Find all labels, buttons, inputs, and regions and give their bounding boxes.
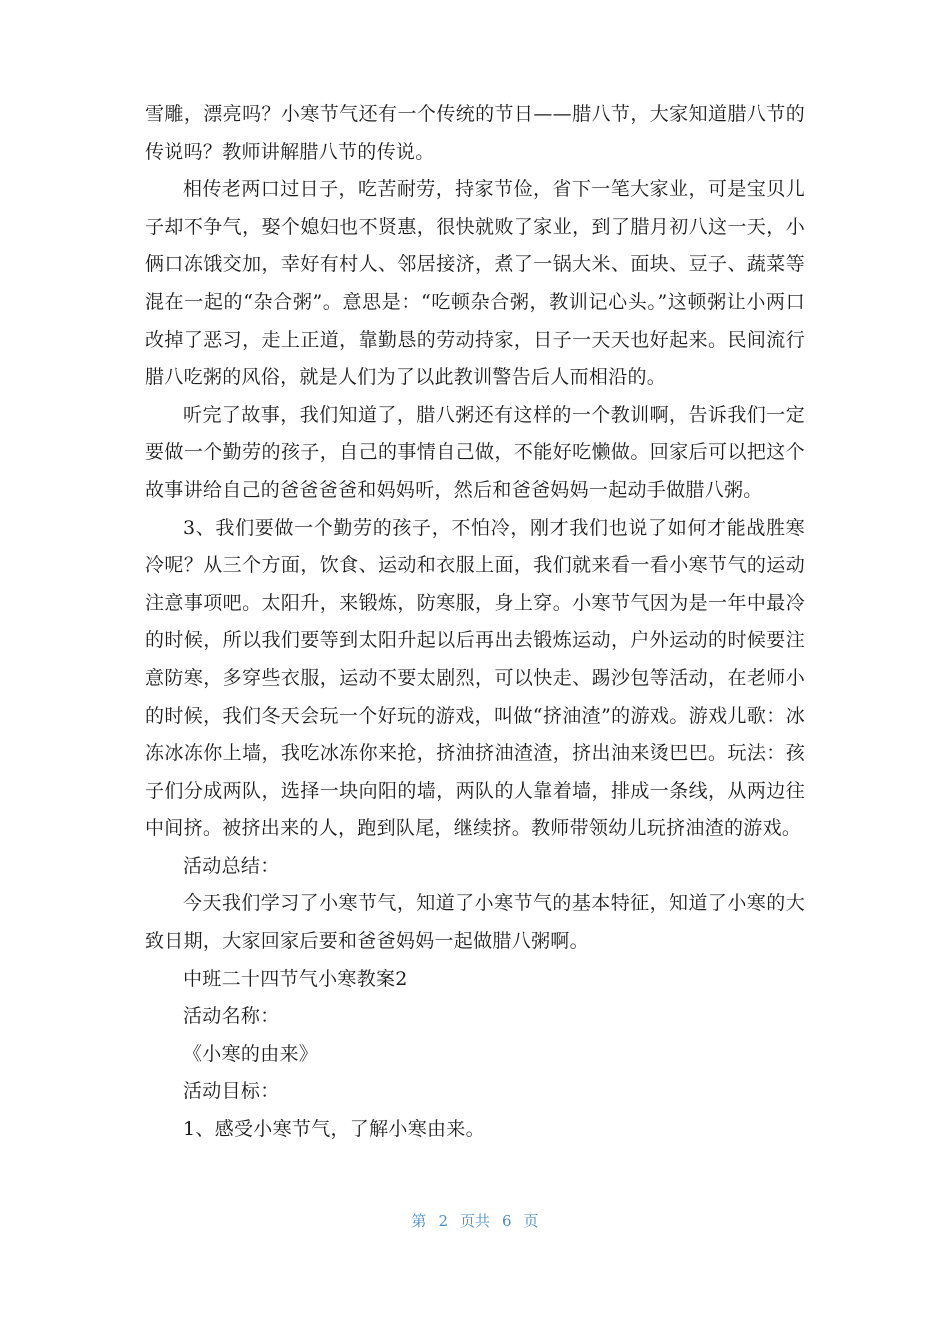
footer-total-pages: 6 — [502, 1212, 512, 1230]
footer-current-page: 2 — [438, 1212, 448, 1230]
list-item: 1、感受小寒节气，了解小寒由来。 — [183, 1118, 485, 1141]
section-heading: 活动总结： — [183, 854, 280, 877]
footer-label-of: 页共 — [459, 1212, 490, 1230]
lesson-title: 中班二十四节气小寒教案2 — [183, 967, 408, 990]
paragraph: 今天我们学习了小寒节气，知道了小寒节气的基本特征，知道了小寒的大致日期，大家回家后要和爸爸妈妈一起做腊八粥啊。 — [145, 892, 805, 953]
section-heading: 活动名称： — [183, 1005, 280, 1028]
paragraph: 3、我们要做一个勤劳的孩子，不怕冷，刚才我们也说了如何才能战胜寒冷呢？从三个方面，饮食、运动和衣服上面，我们就来看一看小寒节气的运动注意事项吧。太阳升，来锻炼，防寒服，身上穿。小寒节气因为是一年中最冷的时候，所以我们要等到太阳升起以后再出去锻炼运动，户外运动的时候要注意防寒，多穿些衣服，运动不要太剧烈，可以快走、踢沙包等活动，在老师小的时候，我们冬天会玩一个好玩的游戏，叫做“挤油渣”的游戏。游戏儿歌：冰冻冰冻你上墙，我吃冰冻你来抢，挤油挤油渣渣，挤出油来烫巴巴。玩法：孩子们分成两队，选择一块向阳的墙，两队的人靠着墙，排成一条线，从两边往中间挤。被挤出来的人，跑到队尾，继续挤。教师带领幼儿玩挤油渣的游戏。 — [145, 516, 805, 840]
activity-name: 《小寒的由来》 — [183, 1042, 319, 1065]
footer-label-end: 页 — [523, 1212, 539, 1230]
paragraph: 雪雕，漂亮吗？小寒节气还有一个传统的节日——腊八节，大家知道腊八节的传说吗？教师讲解腊八节的传说。 — [145, 103, 805, 163]
paragraph: 相传老两口过日子，吃苦耐劳，持家节俭，省下一笔大家业，可是宝贝儿子却不争气，娶个媳妇也不贤惠，很快就败了家业，到了腊月初八这一天，小俩口冻饿交加，幸好有村人、邻居接济，煮了一锅大米、面块、豆子、蔬菜等混在一起的“杂合粥”。意思是：“吃顿杂合粥，教训记心头。”这顿粥让小两口改掉了恶习，走上正道，靠勤恳的劳动持家，日子一天天也好起来。民间流行腊八吃粥的风俗，就是人们为了以此教训警告后人而相沿的。 — [145, 178, 805, 389]
footer-label-page: 第 — [411, 1212, 427, 1230]
page-footer — [0, 1210, 950, 1231]
document-body — [145, 96, 805, 1149]
paragraph: 听完了故事，我们知道了，腊八粥还有这样的一个教训啊，告诉我们一定要做一个勤劳的孩子，自己的事情自己做，不能好吃懒做。回家后可以把这个故事讲给自己的爸爸爸爸和妈妈听，然后和爸爸妈妈一起动手做腊八粥。 — [145, 403, 805, 501]
section-heading: 活动目标： — [183, 1080, 280, 1103]
